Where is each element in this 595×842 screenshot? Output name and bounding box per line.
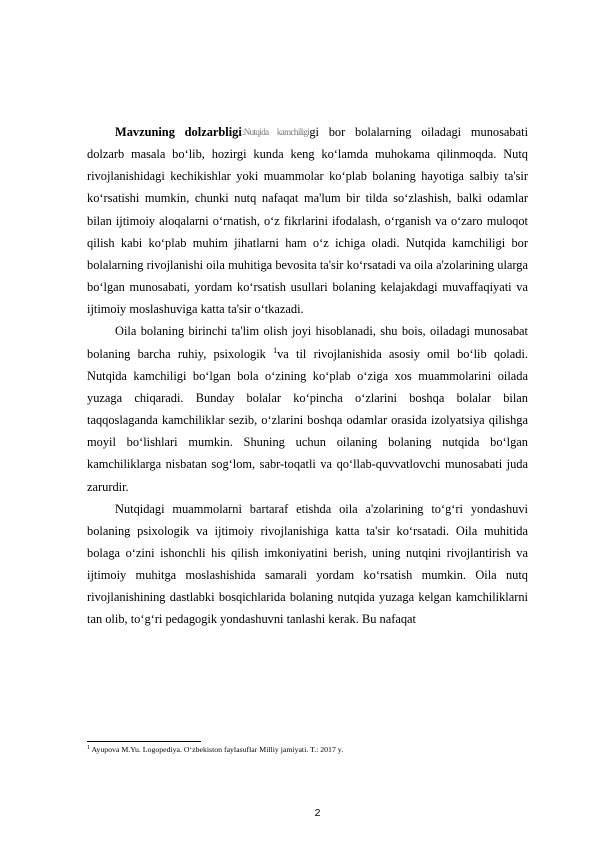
body-text — [87, 121, 528, 631]
footnote-text: Ayupova M.Yu. Logopediya. O‘zbekiston faylasuflar Milliy jamiyati. T.: 2017 y. — [90, 745, 344, 754]
paragraph-2 — [87, 320, 528, 497]
topic-relevance-heading: Mavzuning dolzarbligi — [115, 125, 242, 139]
footnote-reference: 1 — [273, 345, 278, 355]
footnote — [87, 744, 528, 756]
paragraph-3 — [87, 498, 528, 631]
smudged-text: :Nutqida kamchiligi — [241, 127, 310, 137]
footnote-marker: 1 — [87, 745, 90, 751]
paragraph-3-text: Nutqidagi muammolarni bartaraf etishda oila a'zolarining to‘g‘ri yondashuvi bolaning psixologik va ijtimoiy rivojlanishiga katta ta'sir ko‘rsatadi. Oila muhitida bolaga o‘zini ishonchli his qilish imkoniyatini berish, uning nutqini rivojlantirish va ijtimoiy muhitga moslashishida samarali yordam ko‘rsatish mumkin. Oila nutq rivojlanishining dastlabki bosqichlarida bolaning nutqida yuzaga kelgan kamchiliklarni tan olib, to‘g‘ri pedagogik yondashuvni tanlashi kerak. Bu nafaqat — [87, 501, 528, 627]
paragraph-1-text: gi bor bolalarning oiladagi munosabati dolzarb masala bo‘lib, hozirgi kunda keng ko‘lamda muhokama qilinmoqda. Nutq rivojlanishidagi kechikishlar yoki muammolar ko‘plab bolaning hayotiga salbiy ta'sir ko‘rsatishi mumkin, chunki nutq nafaqat ma'lum bir tilda so‘zlashish, balki odamlar bilan ijtimoiy aloqalarni o‘rnatish, o‘z fikrlarini ifodalash, o‘rganish va o‘zaro muloqot qilish kabi ko‘plab muhim jihatlarni ham o‘z ichiga oladi. Nutqida kamchiligi bor bolalarning rivojlanishi oila muhitiga bevosita ta'sir ko‘rsatadi va oila a'zolarining ularga bo‘lgan munosabati, yordam ko‘rsatish usullari bolaning kelajakdagi muvaffaqiyati va ijtimoiy moslashuviga katta ta'sir o‘tkazadi. — [87, 125, 529, 317]
footnote-separator — [87, 741, 201, 742]
paragraph-1 — [87, 121, 528, 320]
page-number: 2 — [314, 807, 321, 819]
paragraph-2-text-end: va til rivojlanishida asosiy omil bo‘lib qoladi. Nutqida kamchiligi bo‘lgan bola o‘zining ko‘plab o‘ziga xos muammolarini oilada yuzaga chiqaradi. Bunday bolalar ko‘pincha o‘zlarini boshqa bolalar bilan taqqoslaganda kamchiliklar sezib, o‘zlarini boshqa odamlar orasida izolyatsiya qilishga moyil bo‘lishlari mumkin. Shuning uchun oilaning bolaning nutqida bo‘lgan kamchiliklarga nisbatan sog‘lom, sabr-toqatli va qo‘llab-quvvatlovchi munosabati juda zarurdir. — [87, 346, 528, 494]
paragraph-2-text-start: Oila bolaning birinchi ta'lim olish joyi hisoblanadi, shu bois, oiladagi munosabat bolaning barcha ruhiy, psixologik — [87, 324, 528, 361]
